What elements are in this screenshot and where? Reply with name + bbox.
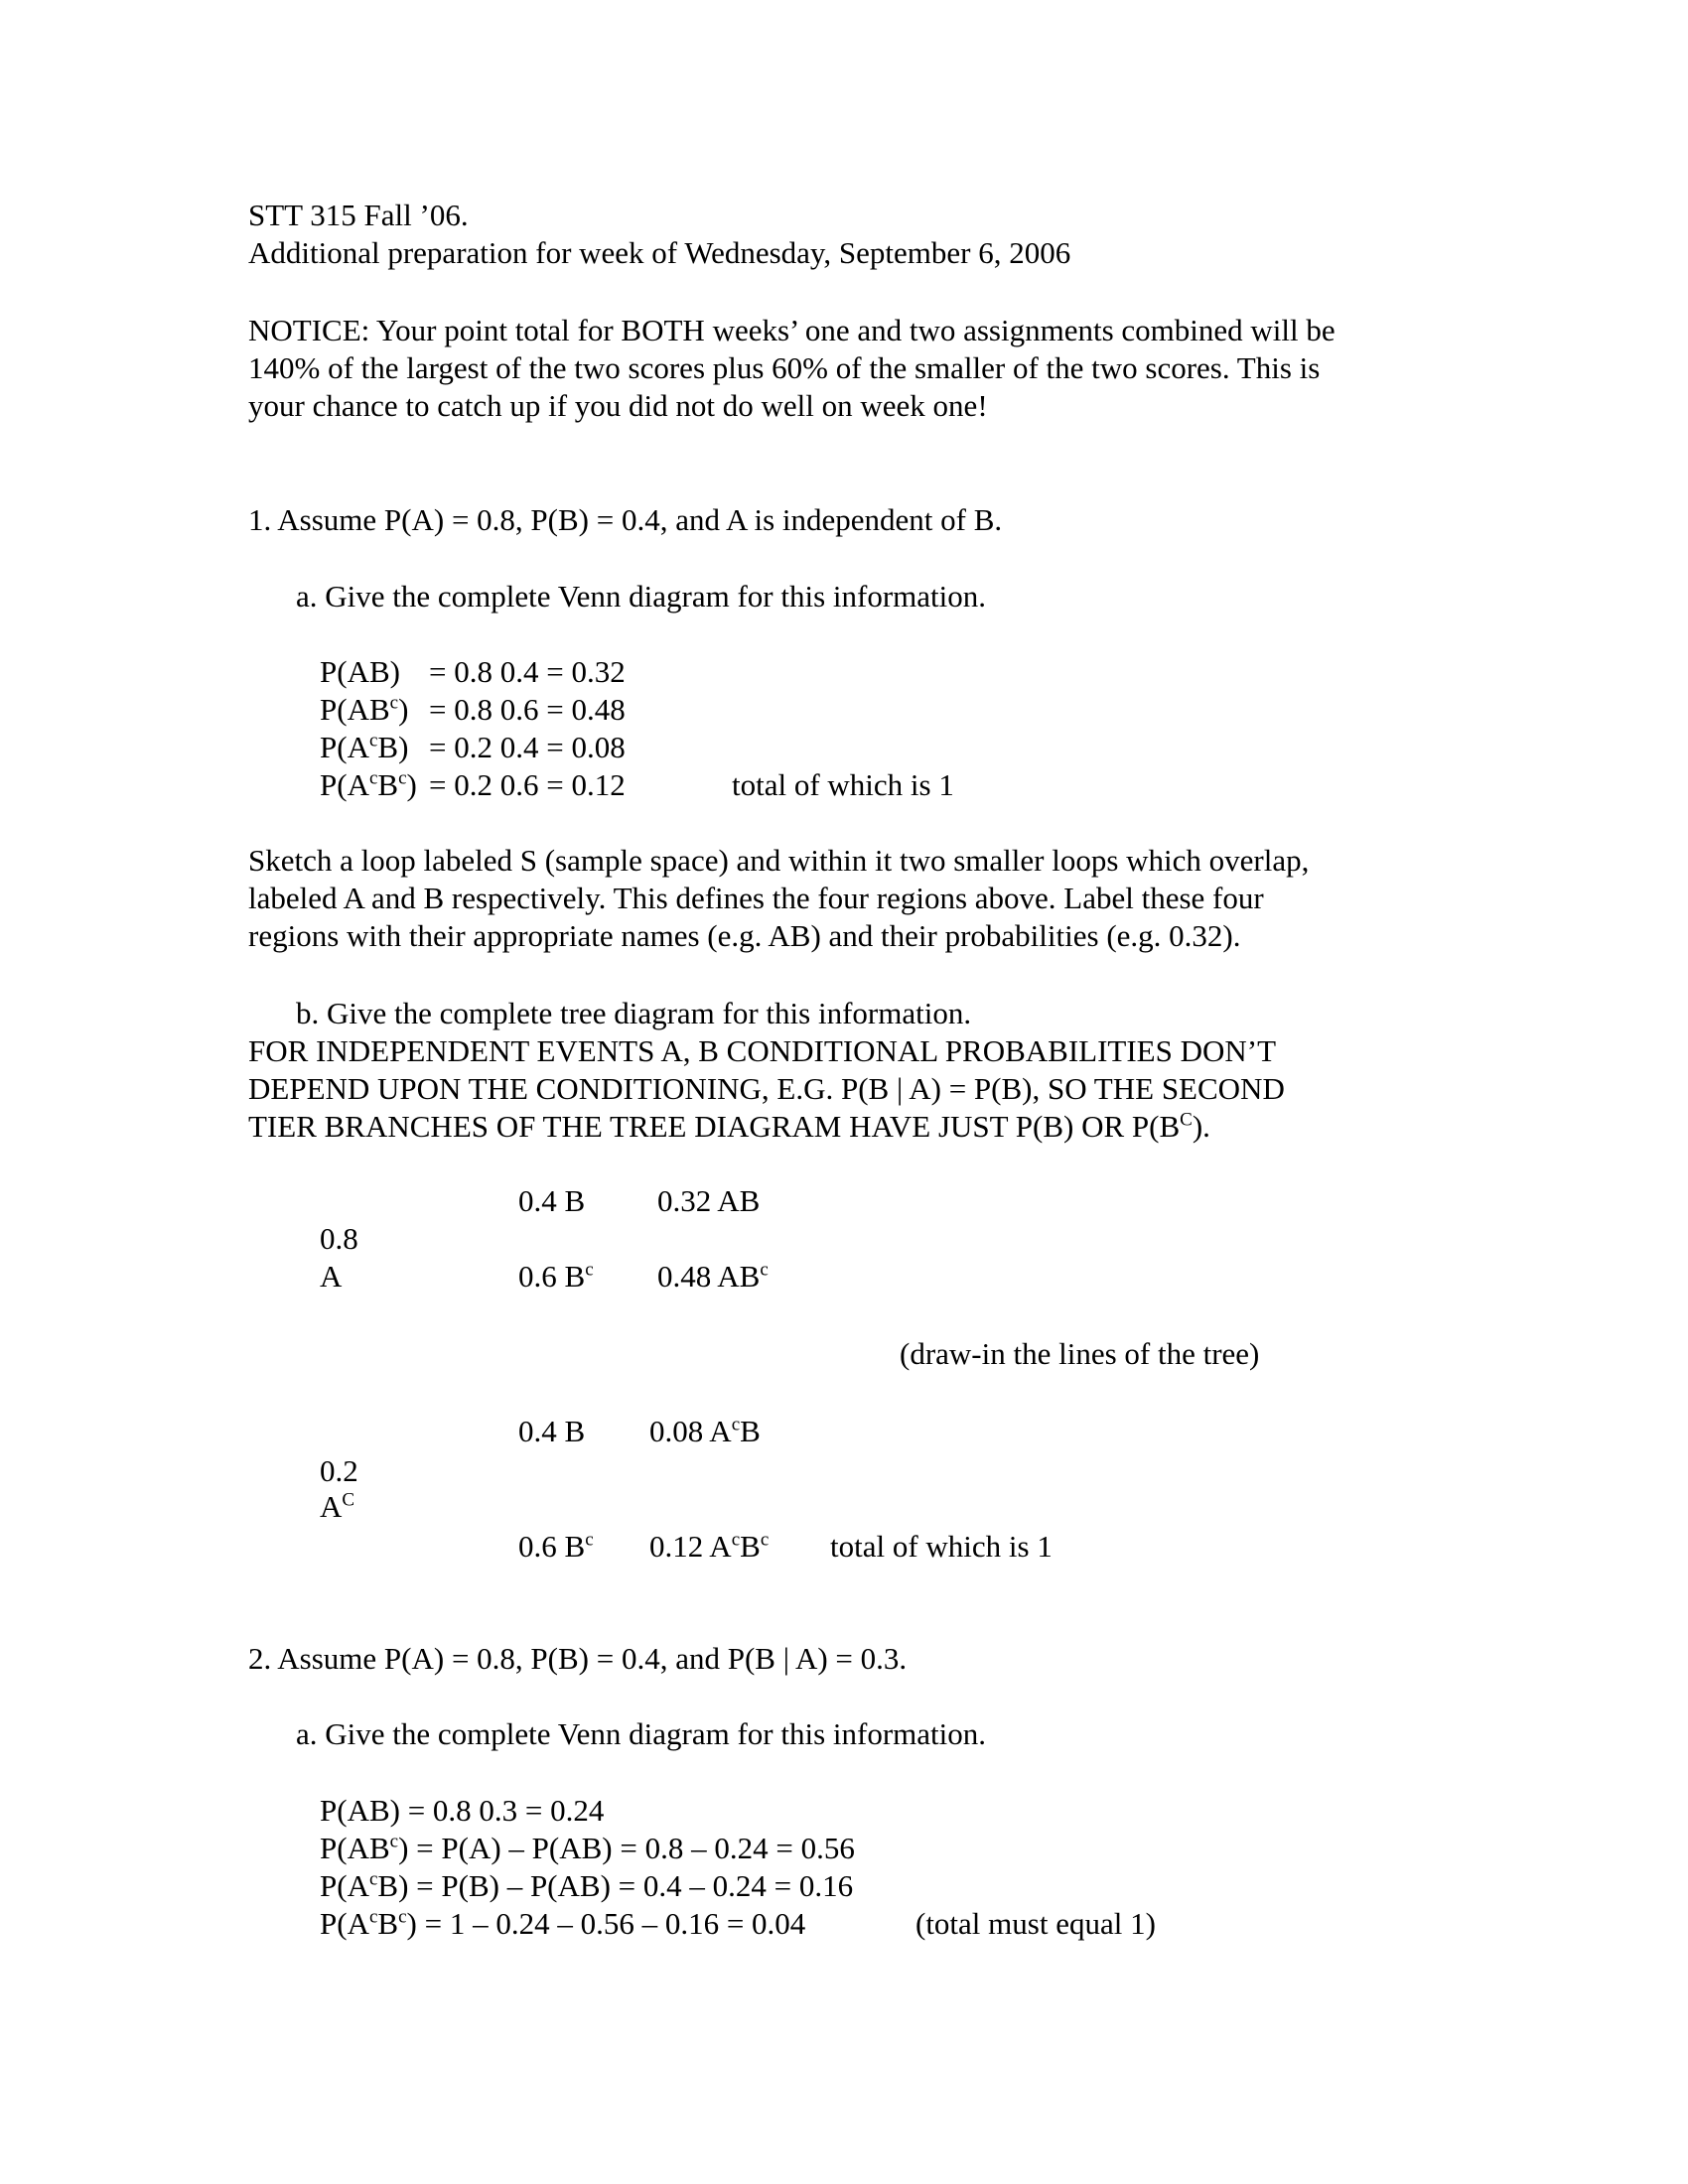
eq-lhs-sup: c [398,767,407,789]
eq-sup: c [398,1906,407,1928]
q2-eq-acbc [320,1906,805,1942]
tree-b2-result [649,1414,761,1449]
eq-text: P(AB [320,1831,390,1865]
tree-draw-note: (draw-in the lines of the tree) [900,1336,1260,1371]
eq-sup: c [368,1868,378,1890]
tree-sup: c [585,1529,594,1551]
tree-b2: 0.4 B [518,1414,586,1448]
q1-sketch-line-3: regions with their appropriate names (e.g. AB) and their probabilities (e.g. 0.32). [248,918,1241,953]
tree-sup: c [585,1259,594,1281]
eq-lhs-tail: ) [398,692,409,727]
tree-bc1-text: 0.6 B [518,1259,586,1294]
tree-ac-label-text: A [320,1489,343,1524]
eq-lhs [320,729,408,766]
tree-b1-result: 0.32 AB [657,1183,761,1218]
notice-line-2: 140% of the largest of the two scores plus 60% of the smaller of the two scores. This is [248,350,1321,385]
eq-rhs: = 0.8 0.4 = 0.32 [429,654,626,689]
q1-prompt: 1. Assume P(A) = 0.8, P(B) = 0.4, and A is independent of B. [248,502,1003,537]
eq-lhs-text: P(A [320,730,369,764]
tree-sup: c [760,1259,769,1281]
course-title: STT 315 Fall ’06. [248,198,469,232]
eq-lhs-tail: B [377,767,399,802]
q1-sketch-line-2: labeled A and B respectively. This defines the four regions above. Label these four [248,881,1264,915]
tree-bc1-result-text: 0.48 AB [657,1259,761,1294]
tree-a-label: A [320,1259,343,1294]
q2-prompt: 2. Assume P(A) = 0.8, P(B) = 0.4, and P(B | A) = 0.3. [248,1641,908,1676]
eq-lhs [320,691,408,729]
tree-b2-result-text: 0.08 A [649,1414,732,1448]
eq-lhs-sup: c [368,730,378,751]
eq-text-mid: B [377,1906,399,1941]
eq-lhs-sup: c [389,692,399,714]
eq-sup: c [389,1831,399,1852]
tree-bc2 [518,1529,594,1565]
tree-ac-prob: 0.2 [320,1453,358,1488]
eq-lhs-tail: B) [377,730,409,764]
q2a-prompt: a. Give the complete Venn diagram for this information. [296,1716,987,1751]
tree-b1: 0.4 B [518,1183,586,1218]
eq-lhs [320,766,417,804]
tree-sup: c [731,1414,741,1435]
tree-total-note: total of which is 1 [830,1529,1053,1564]
notice-line-3: your chance to catch up if you did not do well on week one! [248,388,988,423]
eq-rhs: = 0.8 0.6 = 0.48 [429,692,626,727]
q2-eq-abc [320,1831,855,1866]
eq-text: P(A [320,1906,369,1941]
tree-a-prob: 0.8 [320,1221,358,1256]
notice-line-1: NOTICE: Your point total for BOTH weeks’ one and two assignments combined will be [248,313,1336,347]
q2-eq-ab: P(AB) = 0.8 0.3 = 0.24 [320,1793,605,1828]
eq-sup: c [368,1906,378,1928]
total-note: total of which is 1 [732,767,954,802]
q2-total-note: (total must equal 1) [915,1906,1156,1941]
tree-bc1-result [657,1259,769,1295]
tree-b2-result-tail: B [740,1414,761,1448]
q1a-prompt: a. Give the complete Venn diagram for this information. [296,579,987,614]
tree-bc1 [518,1259,594,1295]
tree-sup: c [760,1529,770,1551]
q1b-prompt: b. Give the complete tree diagram for this information. [296,996,972,1030]
tree-bc2-result-text: 0.12 A [649,1529,732,1564]
tree-ac-label [320,1489,354,1525]
tree-sup: C [342,1489,355,1511]
tree-bc2-result [649,1529,769,1565]
eq-rhs: = 0.2 0.4 = 0.08 [429,730,626,764]
eq-text-tail: B) = P(B) – P(AB) = 0.4 – 0.24 = 0.16 [377,1868,854,1903]
eq-lhs-text: P(A [320,767,369,802]
eq-lhs: P(AB) [320,654,400,689]
eq-text-tail: ) = 1 – 0.24 – 0.56 – 0.16 = 0.04 [406,1906,806,1941]
q1-caps-line-2: DEPEND UPON THE CONDITIONING, E.G. P(B | A) = P(B), SO THE SECOND [248,1071,1285,1106]
eq-lhs-sup: c [368,767,378,789]
eq-lhs-tail: ) [406,767,417,802]
eq-text-tail: ) = P(A) – P(AB) = 0.8 – 0.24 = 0.56 [398,1831,855,1865]
document-subtitle: Additional preparation for week of Wednesday, September 6, 2006 [248,235,1071,270]
tree-sup: c [731,1529,741,1551]
q1-caps-line-3 [248,1108,1210,1146]
caps-sup: C [1180,1109,1193,1131]
q2-eq-acb [320,1868,853,1904]
tree-bc2-text: 0.6 B [518,1529,586,1564]
q1-sketch-line-1: Sketch a loop labeled S (sample space) and within it two smaller loops which overlap, [248,843,1310,878]
q1-caps-line-1: FOR INDEPENDENT EVENTS A, B CONDITIONAL PROBABILITIES DON’T [248,1033,1277,1068]
eq-lhs-text: P(AB [320,692,390,727]
caps-text-tail: ). [1192,1109,1210,1144]
tree-bc2-result-mid: B [740,1529,761,1564]
caps-text: TIER BRANCHES OF THE TREE DIAGRAM HAVE JUST P(B) OR P(B [248,1109,1181,1144]
eq-rhs: = 0.2 0.6 = 0.12 [429,767,626,802]
eq-text: P(A [320,1868,369,1903]
